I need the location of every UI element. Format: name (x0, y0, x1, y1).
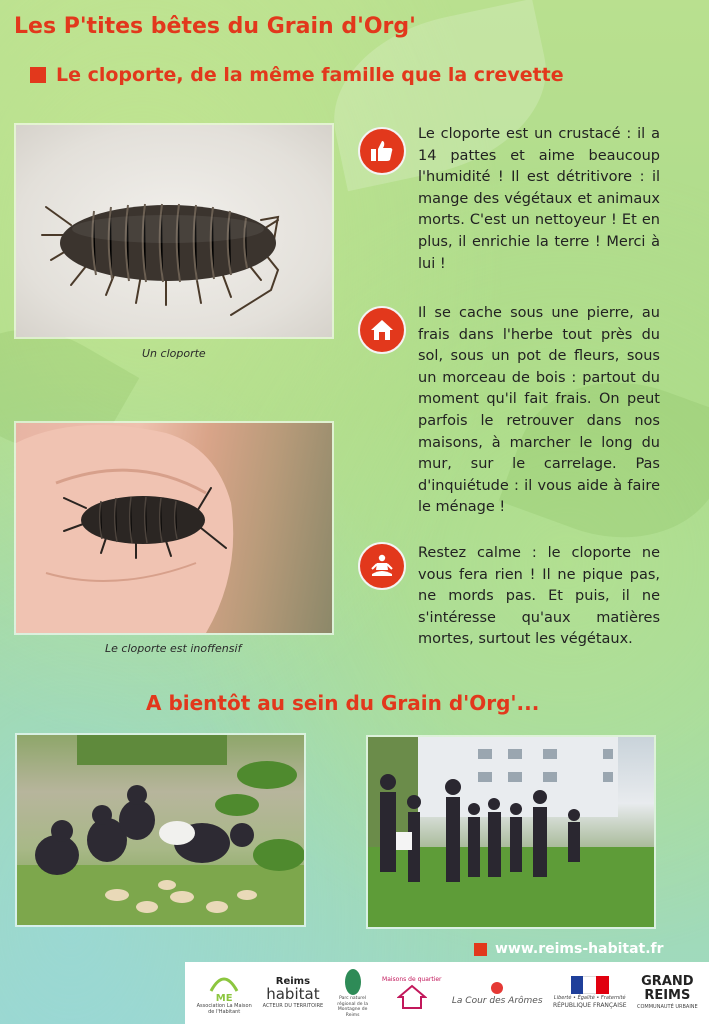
website-link[interactable]: www.reims-habitat.fr (495, 941, 664, 957)
meditation-badge (358, 542, 406, 590)
page-title: Les P'tites bêtes du Grain d'Org' (14, 14, 416, 39)
habitat-paragraph: Il se cache sous une pierre, au frais dans l'herbe tout près du sol, sous un pot de fleurs, sous un morceau de bois : partout du moment qu'il fait frais. On peut parfois le retrouver dans nos maisons, à marcher le long du mur, sur le carrelage. Pas d'inquiétude : il vous aide à faire le ménage ! (418, 305, 660, 516)
grand-label: GRAND (641, 974, 694, 989)
reassurance-paragraph: Restez calme : le cloporte ne vous fera rien ! Il ne pique pas, ne mords pas. Et puis, il ne s'intéresse qu'aux matières mortes, surtout les végétaux. (418, 545, 660, 648)
children-garden-illustration (17, 735, 304, 925)
maisons-quartier-logo (382, 966, 442, 1020)
grand-caption: COMMUNAUTÉ URBAINE (637, 1004, 698, 1010)
subtitle-row (30, 64, 564, 86)
republique-francaise-logo (553, 966, 627, 1020)
photo-caption: Le cloporte est inoffensif (105, 642, 242, 655)
cour-aromes-logo (452, 966, 543, 1020)
reims-habitat-logo (263, 966, 324, 1020)
republique-label: RÉPUBLIQUE FRANÇAISE (552, 1002, 627, 1009)
flower-logo-icon (489, 980, 505, 996)
cour-label: La Cour des Arômes (451, 996, 543, 1006)
grand-reims-logo (637, 966, 698, 1020)
grand-reims-label: REIMS (644, 988, 691, 1003)
red-square-bullet (30, 67, 46, 83)
group-visit-illustration (368, 737, 654, 927)
maisons-caption: Maisons de quartier (382, 976, 442, 983)
photo-caption: Un cloporte (142, 347, 206, 360)
section-heading: A bientôt au sein du Grain d'Org'... (146, 691, 540, 715)
republique-motto: Liberté • Égalité • Fraternité (553, 995, 626, 1001)
thumbs-up-icon (369, 138, 395, 164)
group-visit-photo (368, 737, 654, 927)
woodlouse-illustration (16, 125, 332, 337)
house-logo-icon (397, 984, 427, 1010)
description-paragraph: Le cloporte est un crustacé : il a 14 pattes et aime beaucoup l'humidité ! Il est détritivore : il mange des végétaux et animaux morts. C'est un nettoyeur ! Et en plus, il enrichie la terre ! Merci à lui ! (418, 126, 660, 272)
children-garden-photo (17, 735, 304, 925)
reims-label: Reims (275, 975, 311, 987)
thumbs-up-badge (358, 127, 406, 175)
habitat-caption: ACTEUR DU TERRITOIRE (262, 1002, 324, 1009)
red-square-bullet (474, 943, 487, 956)
me-logo-icon (209, 971, 239, 995)
partner-logos-bar (185, 962, 709, 1024)
leaf-logo-icon (343, 968, 363, 996)
website-row (474, 941, 664, 957)
me-logo-label: ME (215, 993, 233, 1004)
woodlouse-on-hand-photo (16, 423, 332, 633)
maison-habitant-logo (196, 966, 252, 1020)
french-flag-icon (571, 976, 609, 994)
parc-naturel-logo (334, 966, 372, 1020)
meditation-icon (368, 552, 396, 580)
woodlouse-hand-illustration (16, 423, 332, 633)
habitat-label: habitat (266, 984, 320, 1003)
me-logo-caption: Association La Maison de l'Habitant (196, 1003, 252, 1015)
woodlouse-photo (16, 125, 332, 337)
page-subtitle: Le cloporte, de la même famille que la crevette (56, 64, 564, 86)
parc-caption: Parc naturel régional de la Montagne de Reims (337, 996, 368, 1018)
house-badge (358, 306, 406, 354)
house-icon (369, 317, 395, 343)
